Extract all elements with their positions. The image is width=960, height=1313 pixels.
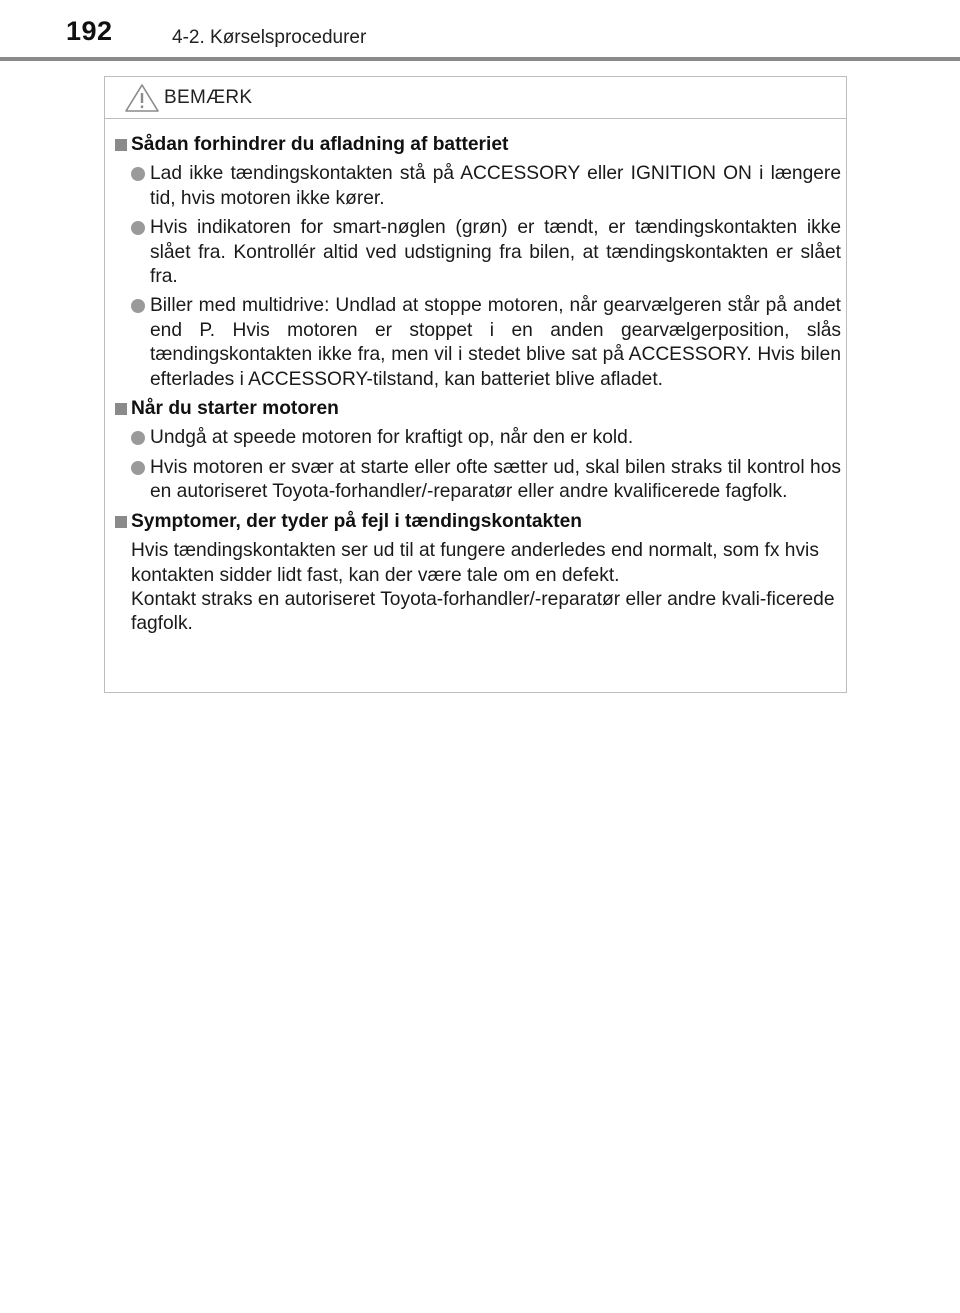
circle-bullet-icon <box>131 221 145 235</box>
circle-bullet-icon <box>131 299 145 313</box>
list-item <box>113 294 841 392</box>
square-bullet-icon <box>115 516 127 528</box>
section-heading-text: Sådan forhindrer du afladning af batteriet <box>131 134 509 155</box>
notice-header <box>105 77 846 119</box>
section-heading-starting <box>113 397 841 421</box>
list-item-text: Lad ikke tændingskontakten stå på ACCESSORY eller IGNITION ON i længere tid, hvis motoren ikke kører. <box>150 163 841 209</box>
circle-bullet-icon <box>131 461 145 475</box>
notice-content <box>113 133 841 637</box>
circle-bullet-icon <box>131 431 145 445</box>
list-item <box>113 426 841 450</box>
list-item <box>113 162 841 211</box>
paragraph: Kontakt straks en autoriseret Toyota-forhandler/-reparatør eller andre kvali-ficerede fagfolk. <box>131 588 835 635</box>
page-header <box>0 0 960 62</box>
list-item-text: Biller med multidrive: Undlad at stoppe motoren, når gearvælgeren står på andet end P. Hvis motoren er stoppet i en anden gearvælgerposition, slås tændingskontakten ikke fra, men vil i stedet blive sat på ACCESSORY. Hvis bilen efterlades i ACCESSORY-tilstand, kan batteriet blive afladet. <box>150 295 841 390</box>
page-number: 192 <box>66 16 113 46</box>
warning-triangle-icon <box>125 84 159 112</box>
notice-box <box>104 76 847 693</box>
list-item <box>113 216 841 289</box>
section-heading-text: Symptomer, der tyder på fejl i tændingskontakten <box>131 510 582 532</box>
header-rule <box>0 57 960 61</box>
circle-bullet-icon <box>131 167 145 181</box>
square-bullet-icon <box>115 139 127 151</box>
section-heading-battery <box>113 133 841 157</box>
section-heading-symptoms <box>113 510 841 534</box>
section-title: 4-2. Kørselsprocedurer <box>172 27 367 48</box>
list-item-text: Hvis motoren er svær at starte eller ofte sætter ud, skal bilen straks til kontrol hos en autoriseret Toyota-forhandler/-reparatør eller andre kvalificerede fagfolk. <box>150 456 841 503</box>
paragraph: Hvis tændingskontakten ser ud til at fungere anderledes end normalt, som fx hvis kontakten sidder lidt fast, kan der være tale om en defekt. <box>131 540 819 586</box>
list-item-text: Undgå at speede motoren for kraftigt op, når den er kold. <box>150 427 634 449</box>
list-item <box>113 456 841 505</box>
square-bullet-icon <box>115 403 127 415</box>
section-heading-text: Når du starter motoren <box>131 398 339 420</box>
list-item-text: Hvis indikatoren for smart-nøglen (grøn) er tændt, er tændingskontakten ikke slået fra. Kontrollér altid ved udstigning fra bilen, at tændingskontakten er slået fra. <box>150 217 841 288</box>
notice-label: BEMÆRK <box>164 87 253 108</box>
